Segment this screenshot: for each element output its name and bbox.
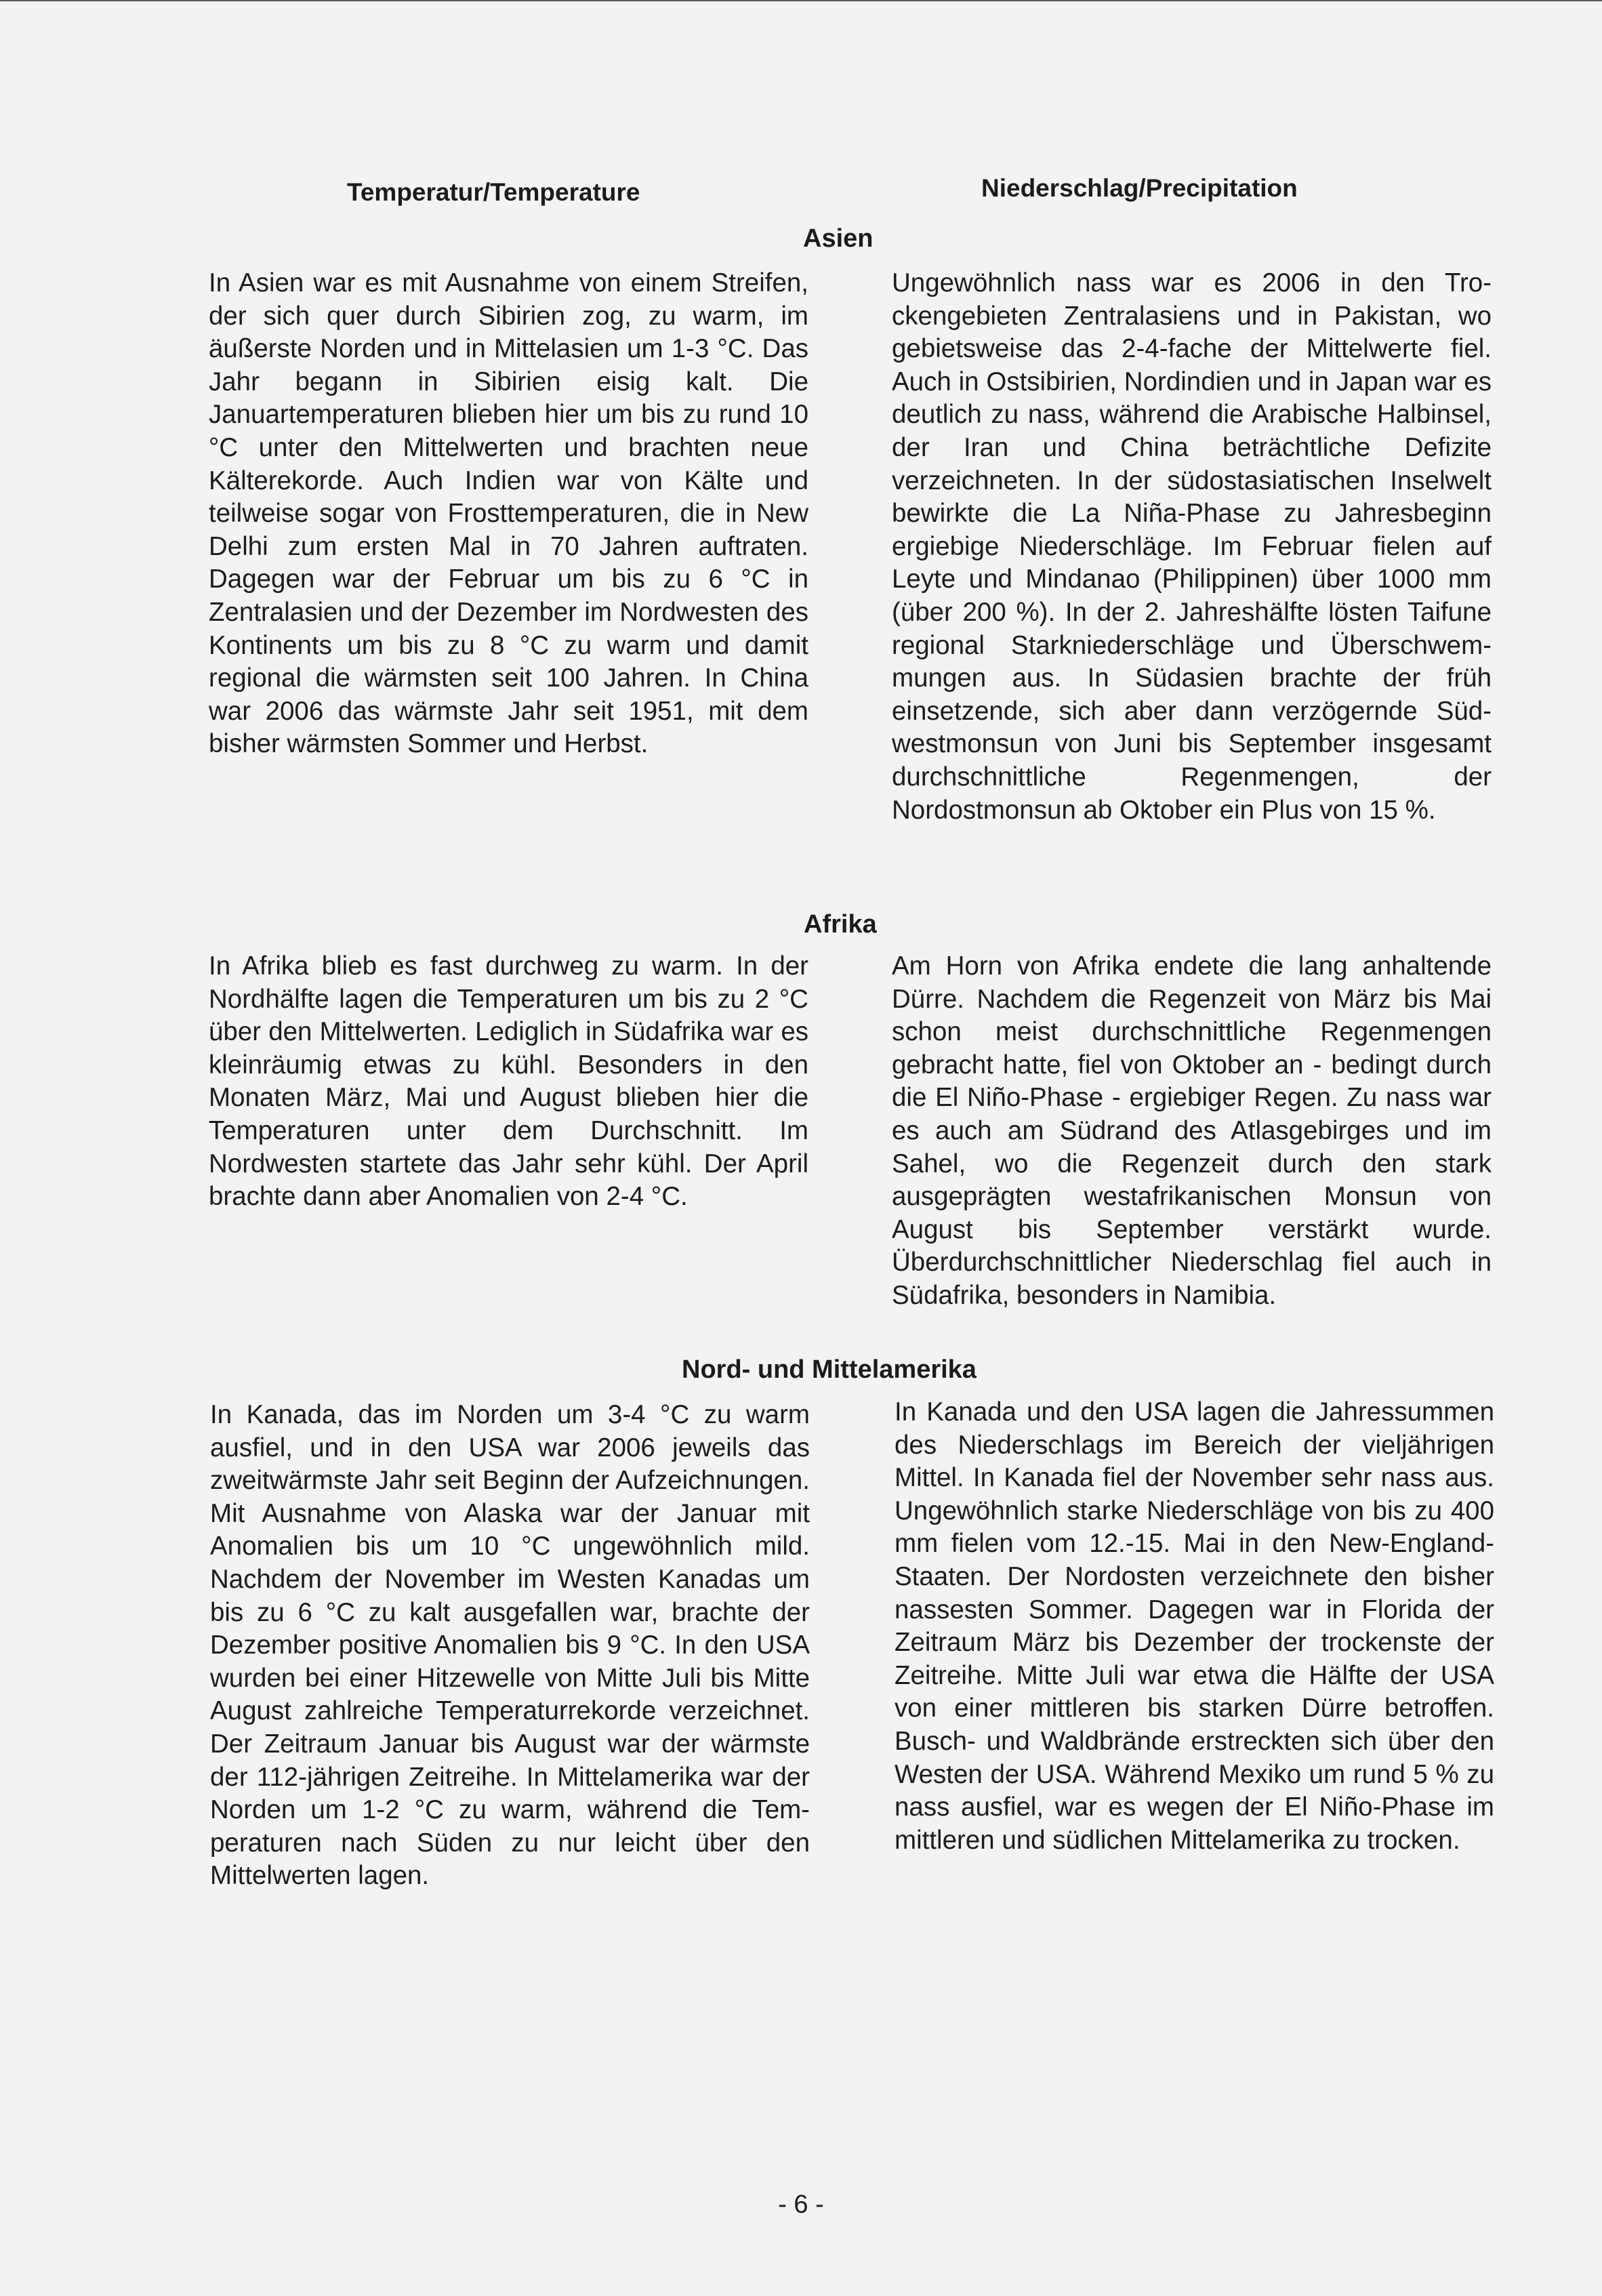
nordamerika-precipitation-text: In Kanada und den USA lagen die Jahressummen des Niederschlags im Bereich der vieljährigen Mittel. In Kanada fiel der November sehr nass aus. Ungewöhnlich starke Niederschläge von bis zu 400 mm fielen vom 12.-15. Mai in den New-England-Staaten. Der Nordosten verzeichnete den bisher nassesten Sommer. Dagegen war in Florida der Zeitraum März bis Dezember der trockenste der Zeitreihe. Mitte Juli war etwa die Hälfte der USA von einer mittleren bis starken Dürre betroffen. Busch- und Waldbrände erstreckten sich über den Westen der USA. Während Mexiko um rund 5 % zu nass ausfiel, war es wegen der El Niño-Phase im mittleren und südlichen Mittelamerika zu trocken. bbox=[895, 1397, 1494, 1855]
precipitation-column-title: Niederschlag/Precipitation bbox=[981, 174, 1298, 202]
afrika-precipitation-text: Am Horn von Afrika endete die lang anhaltende Dürre. Nachdem die Regenzeit von März bis Mai schon meist durchschnittliche Regenmengen gebracht hatte, fiel von Oktober an - bedingt durch die El Niño-Phase - ergiebiger Regen. Zu nass war es auch am Südrand des Atlasgebirges und im Sahel, wo die Regenzeit durch den stark ausgeprägten westafrikanischen Monsun von August bis September verstärkt wurde. Überdurchschnittlicher Niederschlag fiel auch in Südafrika, besonders in Namibia. bbox=[892, 951, 1492, 1310]
asien-temperature-text: In Asien war es mit Ausnahme von einem Streifen, der sich quer durch Sibirien zog, zu warm, im äußerste Norden und in Mittelasien um 1-3 °C. Das Jahr begann in Sibirien eisig kalt. Die Januartemperaturen blieben hier um bis zu rund 10 °C unter den Mittelwerten und brachten neue Kälterekorde. Auch Indien war von Kälte und teilweise sogar von Frosttemperaturen, die in New Delhi zum ersten Mal in 70 Jahren auftraten. Dagegen war der Februar um bis zu 6 °C in Zentralasien und der Dezember im Nordwesten des Kontinents um bis zu 8 °C zu warm und damit regional die wärmsten seit 100 Jahren. In China war 2006 das wärmste Jahr seit 1951, mit dem bisher wärmsten Sommer und Herbst. bbox=[209, 268, 808, 759]
region-heading-nord-und-mittelamerika: Nord- und Mittelamerika bbox=[682, 1355, 977, 1384]
afrika-temperature-text: In Afrika blieb es fast durchweg zu warm. In der Nordhälfte lagen die Temperaturen um bis zu 2 °C über den Mittelwerten. Lediglich in Südafrika war es kleinräumig etwas zu kühl. Besonders in den Monaten März, Mai und August blieben hier die Temperaturen unter dem Durchschnitt. Im Nordwesten startete das Jahr sehr kühl. Der April brachte dann aber Anomalien von 2-4 °C. bbox=[209, 951, 808, 1212]
region-heading-asien: Asien bbox=[803, 224, 874, 253]
page-number: - 6 - bbox=[778, 2190, 824, 2219]
region-heading-afrika: Afrika bbox=[804, 910, 877, 939]
temperature-column-title: Temperatur/Temperature bbox=[347, 178, 640, 206]
asien-precipitation-text: Ungewöhnlich nass war es 2006 in den Trockengebieten Zentralasiens und in Pakistan, wo gebietsweise das 2-4-fache der Mittelwerte fiel. Auch in Ostsibirien, Nordindien und in Japan war es deutlich zu nass, während die Arabische Halbinsel, der Iran und China beträchtliche Defizite verzeichneten. In der südostasiatischen Inselwelt bewirkte die La Niña-Phase zu Jahresbeginn ergiebige Niederschläge. Im Februar fielen auf Leyte und Mindanao (Philippinen) über 1000 mm (über 200 %). In der 2. Jahreshälfte lösten Taifune regional Starkniederschläge und Überschwemmungen aus. In Südasien brachte der früh einsetzende, sich aber dann verzögernde Südwestmonsun von Juni bis September insgesamt durchschnittliche Regenmengen, der Nordostmonsun ab Oktober ein Plus von 15 %. bbox=[892, 268, 1492, 825]
nordamerika-temperature-text: In Kanada, das im Norden um 3-4 °C zu warm ausfiel, und in den USA war 2006 jeweils das zweitwärmste Jahr seit Beginn der Aufzeichnungen. Mit Ausnahme von Alaska war der Januar mit Anomalien bis um 10 °C ungewöhnlich mild. Nachdem der November im Westen Kanadas um bis zu 6 °C zu kalt ausgefallen war, brachte der Dezember positive Anomalien bis 9 °C. In den USA wurden bei einer Hitzewelle von Mitte Juli bis Mitte August zahlreiche Temperaturrekorde verzeichnet. Der Zeitraum Januar bis August war der wärmste der 112-jährigen Zeitreihe. In Mittelamerika war der Norden um 1-2 °C zu warm, während die Temperaturen nach Süden zu nur leicht über den Mittelwerten lagen. bbox=[210, 1400, 810, 1891]
page-top-border bbox=[0, 0, 1602, 1]
